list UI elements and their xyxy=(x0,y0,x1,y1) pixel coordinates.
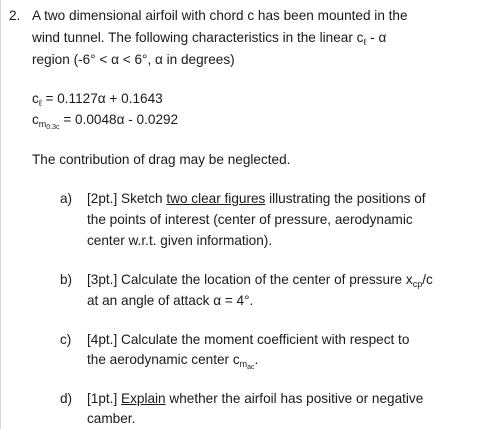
part-a-line-1: [2pt.] Sketch two clear figures illustrating the positions of xyxy=(87,191,426,206)
part-b-label: b) xyxy=(60,272,73,287)
part-c-label: c) xyxy=(60,332,72,347)
part-c-line-2: the aerodynamic center $c_{mac}$. xyxy=(87,352,259,371)
problem-number: 2. xyxy=(9,8,21,23)
part-a-label: a) xyxy=(60,191,73,206)
part-a-line-3: center w.r.t. given information). xyxy=(87,233,273,248)
two-clear-figures-emphasis: two clear figures xyxy=(166,191,266,206)
part-c-line-1: [4pt.] Calculate the moment coefficient with respect to xyxy=(87,332,410,347)
drag-note: The contribution of drag may be neglected. xyxy=(32,152,291,167)
part-a-line-2: the points of interest (center of pressure, aerodynamic xyxy=(87,212,413,227)
xcp-symbol: $x_{cp}$ xyxy=(405,272,423,289)
equation-cl: $c_\ell = 0.1127\alpha + 0.1643$ xyxy=(32,91,163,108)
part-d-line-2: camber. xyxy=(87,411,136,426)
part-d-label: d) xyxy=(60,391,73,406)
part-d-line-1: [1pt.] Explain whether the airfoil has positive or negative xyxy=(87,391,424,406)
cl-symbol: $c_\ell$ xyxy=(356,30,367,47)
part-b-line-2: at an angle of attack α = 4°. xyxy=(87,293,254,308)
cm-ac-symbol: $c_{mac}$ xyxy=(232,352,255,371)
equation-cm: $c_{m0.3c} = 0.0048\alpha - 0.0292$ xyxy=(32,112,179,131)
part-b-line-1: [3pt.] Calculate the location of the center of pressure $x_{cp}/c$ xyxy=(87,272,433,289)
intro-line-1: A two dimensional airfoil with chord c has been mounted in the xyxy=(32,8,408,23)
intro-line-2: wind tunnel. The following characteristics in the linear $c_\ell$ - α xyxy=(32,30,387,47)
explain-emphasis: Explain xyxy=(121,391,166,406)
intro-line-3: region (-6° < α < 6°, α in degrees) xyxy=(32,52,235,67)
